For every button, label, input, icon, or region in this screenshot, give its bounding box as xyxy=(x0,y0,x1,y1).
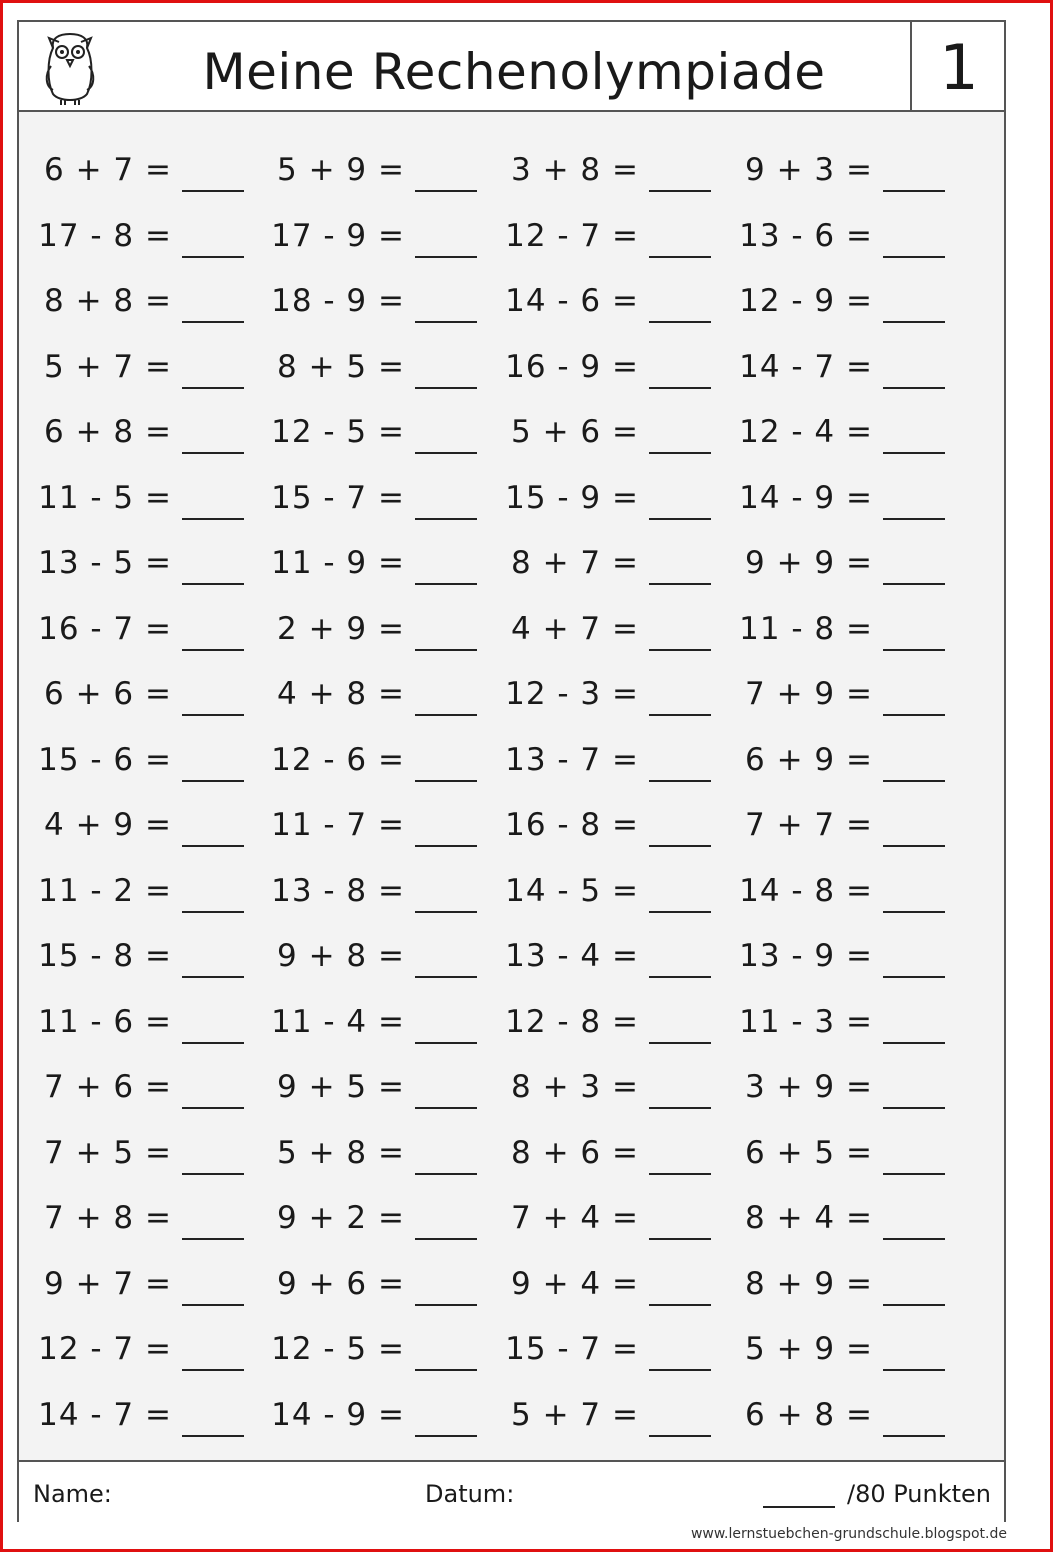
task-expression: 9 + 8 = xyxy=(277,938,405,974)
task-expression: 12 - 7 = xyxy=(38,1331,172,1367)
task-expression: 5 + 8 = xyxy=(277,1134,405,1171)
score-answer-line[interactable] xyxy=(763,1506,835,1508)
task-expression: 14 - 6 = xyxy=(505,283,639,319)
task-expression: 11 - 6 = xyxy=(38,1003,172,1040)
task-expression: 14 - 9 = xyxy=(739,479,873,516)
task-row xyxy=(19,462,1004,528)
task-item xyxy=(38,855,244,921)
task-expression: 12 - 6 = xyxy=(271,741,405,778)
task-item xyxy=(271,265,477,331)
task-expression: 13 - 4 = xyxy=(505,938,639,974)
footer xyxy=(19,1460,1004,1522)
task-expression: 15 - 9 = xyxy=(505,479,639,516)
date-label: Datum: xyxy=(425,1480,515,1508)
answer-line[interactable] xyxy=(415,714,477,716)
task-expression: 8 + 8 = xyxy=(44,283,172,319)
answer-line[interactable] xyxy=(415,387,477,389)
answer-line[interactable] xyxy=(415,976,477,978)
task-item xyxy=(739,920,945,986)
task-item xyxy=(271,855,477,921)
header xyxy=(19,22,1004,112)
answer-line[interactable] xyxy=(415,1173,477,1175)
task-item xyxy=(271,1313,477,1379)
answer-line[interactable] xyxy=(883,1173,945,1175)
task-expression: 11 - 7 = xyxy=(271,807,405,843)
task-row xyxy=(19,200,1004,266)
task-row xyxy=(19,658,1004,724)
task-expression: 7 + 9 = xyxy=(745,676,873,712)
task-expression: 7 + 5 = xyxy=(44,1134,172,1171)
task-expression: 11 - 3 = xyxy=(739,1003,873,1040)
answer-line[interactable] xyxy=(883,1435,945,1437)
answer-line[interactable] xyxy=(415,1435,477,1437)
task-expression: 17 - 8 = xyxy=(38,217,172,254)
task-item xyxy=(271,527,477,593)
answer-line[interactable] xyxy=(883,387,945,389)
task-item xyxy=(505,789,711,855)
answer-line[interactable] xyxy=(182,1173,244,1175)
task-expression: 15 - 6 = xyxy=(38,741,172,778)
answer-line[interactable] xyxy=(649,452,711,454)
task-item xyxy=(505,658,711,724)
task-expression: 12 - 5 = xyxy=(271,1331,405,1367)
task-item xyxy=(745,658,945,724)
task-expression: 3 + 9 = xyxy=(745,1069,873,1105)
task-item xyxy=(271,396,477,462)
task-row xyxy=(19,855,1004,921)
task-item xyxy=(511,134,711,200)
task-item xyxy=(511,1248,711,1314)
answer-line[interactable] xyxy=(649,780,711,782)
answer-line[interactable] xyxy=(883,1369,945,1371)
answer-line[interactable] xyxy=(649,256,711,258)
answer-line[interactable] xyxy=(883,518,945,520)
task-item xyxy=(739,462,945,528)
task-expression: 16 - 9 = xyxy=(505,348,639,385)
answer-line[interactable] xyxy=(182,1042,244,1044)
task-item xyxy=(505,331,711,397)
task-expression: 11 - 4 = xyxy=(271,1003,405,1040)
task-item xyxy=(745,724,945,790)
task-row xyxy=(19,1117,1004,1183)
answer-line[interactable] xyxy=(883,583,945,585)
answer-line[interactable] xyxy=(649,976,711,978)
task-item xyxy=(745,1117,945,1183)
task-item xyxy=(277,1182,477,1248)
task-item xyxy=(511,1182,711,1248)
answer-line[interactable] xyxy=(415,583,477,585)
answer-line[interactable] xyxy=(415,845,477,847)
task-expression: 8 + 4 = xyxy=(745,1200,873,1236)
answer-line[interactable] xyxy=(415,911,477,913)
task-expression: 6 + 8 = xyxy=(44,414,172,450)
task-item xyxy=(739,986,945,1052)
task-item xyxy=(38,200,244,266)
task-item xyxy=(44,265,244,331)
sheet-number: 1 xyxy=(910,22,1006,110)
task-row xyxy=(19,593,1004,659)
owl-icon xyxy=(41,30,99,106)
task-item xyxy=(505,200,711,266)
task-row xyxy=(19,986,1004,1052)
answer-line[interactable] xyxy=(883,1107,945,1109)
task-row xyxy=(19,920,1004,986)
task-row xyxy=(19,1182,1004,1248)
answer-line[interactable] xyxy=(415,321,477,323)
answer-line[interactable] xyxy=(182,452,244,454)
task-item xyxy=(44,396,244,462)
task-item xyxy=(271,200,477,266)
answer-line[interactable] xyxy=(415,518,477,520)
task-item xyxy=(44,331,244,397)
task-item xyxy=(739,265,945,331)
task-item xyxy=(739,331,945,397)
task-item xyxy=(38,527,244,593)
answer-line[interactable] xyxy=(182,1304,244,1306)
answer-line[interactable] xyxy=(649,1173,711,1175)
task-expression: 9 + 7 = xyxy=(44,1265,172,1302)
task-expression: 7 + 6 = xyxy=(44,1069,172,1105)
task-expression: 5 + 6 = xyxy=(511,414,639,450)
task-expression: 13 - 7 = xyxy=(505,741,639,778)
answer-line[interactable] xyxy=(182,845,244,847)
task-item xyxy=(745,134,945,200)
answer-line[interactable] xyxy=(182,780,244,782)
answer-line[interactable] xyxy=(415,1304,477,1306)
task-expression: 16 - 8 = xyxy=(505,807,639,843)
answer-line[interactable] xyxy=(883,1042,945,1044)
task-item xyxy=(511,527,711,593)
task-item xyxy=(44,658,244,724)
task-item xyxy=(745,527,945,593)
task-item xyxy=(38,1379,244,1445)
task-item xyxy=(277,658,477,724)
task-expression: 4 + 9 = xyxy=(44,807,172,843)
answer-line[interactable] xyxy=(182,1435,244,1437)
answer-line[interactable] xyxy=(649,649,711,651)
task-expression: 5 + 9 = xyxy=(277,152,405,188)
task-row xyxy=(19,331,1004,397)
task-item xyxy=(38,986,244,1052)
task-expression: 6 + 6 = xyxy=(44,676,172,712)
name-label: Name: xyxy=(33,1480,112,1508)
answer-line[interactable] xyxy=(415,1238,477,1240)
answer-line[interactable] xyxy=(415,780,477,782)
task-item xyxy=(745,1248,945,1314)
task-item xyxy=(44,134,244,200)
task-item xyxy=(745,1379,945,1445)
task-item xyxy=(745,1182,945,1248)
task-item xyxy=(739,593,945,659)
score-label: /80 Punkten xyxy=(847,1480,992,1508)
answer-line[interactable] xyxy=(649,1238,711,1240)
task-item xyxy=(38,724,244,790)
page-title: Meine Rechenolympiade xyxy=(202,43,826,101)
task-item xyxy=(505,986,711,1052)
answer-line[interactable] xyxy=(182,976,244,978)
task-item xyxy=(277,1051,477,1117)
task-expression: 12 - 9 = xyxy=(739,283,873,319)
answer-line[interactable] xyxy=(182,714,244,716)
task-expression: 12 - 8 = xyxy=(505,1003,639,1040)
answer-line[interactable] xyxy=(415,452,477,454)
task-item xyxy=(271,789,477,855)
answer-line[interactable] xyxy=(182,1107,244,1109)
task-item xyxy=(277,331,477,397)
task-item xyxy=(505,265,711,331)
answer-line[interactable] xyxy=(415,1107,477,1109)
task-item xyxy=(505,724,711,790)
task-expression: 13 - 6 = xyxy=(739,217,873,254)
task-expression: 13 - 8 = xyxy=(271,872,405,909)
answer-line[interactable] xyxy=(182,1369,244,1371)
task-item xyxy=(38,1313,244,1379)
task-row xyxy=(19,1248,1004,1314)
task-expression: 2 + 9 = xyxy=(277,610,405,647)
answer-line[interactable] xyxy=(182,583,244,585)
task-expression: 11 - 8 = xyxy=(739,610,873,647)
answer-line[interactable] xyxy=(649,714,711,716)
task-row xyxy=(19,265,1004,331)
task-item xyxy=(511,396,711,462)
task-item xyxy=(745,789,945,855)
task-item xyxy=(38,920,244,986)
task-expression: 14 - 7 = xyxy=(739,348,873,385)
task-item xyxy=(277,1248,477,1314)
task-expression: 6 + 9 = xyxy=(745,741,873,778)
answer-line[interactable] xyxy=(182,190,244,192)
answer-line[interactable] xyxy=(883,1238,945,1240)
task-row xyxy=(19,789,1004,855)
answer-line[interactable] xyxy=(649,1304,711,1306)
task-expression: 6 + 8 = xyxy=(745,1396,873,1433)
task-row xyxy=(19,1379,1004,1445)
task-expression: 9 + 2 = xyxy=(277,1200,405,1236)
answer-line[interactable] xyxy=(883,649,945,651)
task-item xyxy=(511,593,711,659)
task-item xyxy=(277,920,477,986)
answer-line[interactable] xyxy=(883,911,945,913)
answer-line[interactable] xyxy=(883,976,945,978)
task-expression: 13 - 5 = xyxy=(38,545,172,581)
task-item xyxy=(739,855,945,921)
answer-line[interactable] xyxy=(883,845,945,847)
answer-line[interactable] xyxy=(649,911,711,913)
task-expression: 9 + 4 = xyxy=(511,1265,639,1302)
answer-line[interactable] xyxy=(883,714,945,716)
worksheet xyxy=(17,20,1006,1522)
task-row xyxy=(19,1051,1004,1117)
task-item xyxy=(271,462,477,528)
task-expression: 17 - 9 = xyxy=(271,217,405,254)
task-expression: 14 - 7 = xyxy=(38,1396,172,1433)
task-item xyxy=(271,986,477,1052)
answer-line[interactable] xyxy=(182,387,244,389)
task-expression: 8 + 5 = xyxy=(277,348,405,385)
task-expression: 6 + 7 = xyxy=(44,152,172,188)
task-expression: 6 + 5 = xyxy=(745,1134,873,1171)
task-expression: 7 + 4 = xyxy=(511,1200,639,1236)
answer-line[interactable] xyxy=(182,911,244,913)
task-item xyxy=(271,724,477,790)
task-row xyxy=(19,1313,1004,1379)
answer-line[interactable] xyxy=(649,1369,711,1371)
answer-line[interactable] xyxy=(415,1369,477,1371)
task-expression: 18 - 9 = xyxy=(271,283,405,319)
answer-line[interactable] xyxy=(883,190,945,192)
answer-line[interactable] xyxy=(883,321,945,323)
task-item xyxy=(44,1182,244,1248)
task-expression: 12 - 5 = xyxy=(271,414,405,450)
task-item xyxy=(44,1051,244,1117)
task-item xyxy=(44,1117,244,1183)
answer-line[interactable] xyxy=(415,1042,477,1044)
answer-line[interactable] xyxy=(182,518,244,520)
task-item xyxy=(277,134,477,200)
task-item xyxy=(505,855,711,921)
task-expression: 8 + 9 = xyxy=(745,1265,873,1302)
task-item xyxy=(505,462,711,528)
task-expression: 15 - 7 = xyxy=(271,479,405,516)
task-expression: 3 + 8 = xyxy=(511,152,639,188)
task-item xyxy=(38,462,244,528)
task-item xyxy=(505,920,711,986)
task-expression: 13 - 9 = xyxy=(739,938,873,974)
task-row xyxy=(19,134,1004,200)
answer-line[interactable] xyxy=(883,1304,945,1306)
answer-line[interactable] xyxy=(649,1042,711,1044)
task-item xyxy=(745,1313,945,1379)
answer-line[interactable] xyxy=(182,256,244,258)
task-expression: 8 + 7 = xyxy=(511,545,639,581)
answer-line[interactable] xyxy=(649,1435,711,1437)
answer-line[interactable] xyxy=(649,190,711,192)
task-row xyxy=(19,724,1004,790)
answer-line[interactable] xyxy=(415,256,477,258)
task-row xyxy=(19,396,1004,462)
task-expression: 14 - 5 = xyxy=(505,872,639,909)
task-expression: 9 + 9 = xyxy=(745,545,873,581)
answer-line[interactable] xyxy=(649,583,711,585)
task-expression: 9 + 6 = xyxy=(277,1265,405,1302)
task-item xyxy=(44,1248,244,1314)
task-expression: 14 - 9 = xyxy=(271,1396,405,1433)
task-expression: 11 - 5 = xyxy=(38,479,172,516)
task-item xyxy=(511,1379,711,1445)
task-row xyxy=(19,527,1004,593)
task-expression: 11 - 9 = xyxy=(271,545,405,581)
task-item xyxy=(505,1313,711,1379)
task-item xyxy=(739,396,945,462)
task-expression: 5 + 7 = xyxy=(511,1396,639,1433)
task-expression: 15 - 8 = xyxy=(38,938,172,974)
task-expression: 4 + 7 = xyxy=(511,610,639,647)
answer-line[interactable] xyxy=(649,1107,711,1109)
task-expression: 11 - 2 = xyxy=(38,872,172,909)
task-expression: 7 + 7 = xyxy=(745,807,873,843)
answer-line[interactable] xyxy=(883,780,945,782)
task-expression: 16 - 7 = xyxy=(38,610,172,647)
answer-line[interactable] xyxy=(415,190,477,192)
task-expression: 15 - 7 = xyxy=(505,1331,639,1367)
task-item xyxy=(271,1379,477,1445)
task-item xyxy=(38,593,244,659)
task-item xyxy=(511,1117,711,1183)
task-expression: 12 - 4 = xyxy=(739,414,873,450)
task-expression: 7 + 8 = xyxy=(44,1200,172,1236)
answer-line[interactable] xyxy=(649,845,711,847)
answer-line[interactable] xyxy=(649,518,711,520)
task-item xyxy=(511,1051,711,1117)
task-item xyxy=(745,1051,945,1117)
task-expression: 8 + 3 = xyxy=(511,1069,639,1105)
task-item xyxy=(739,200,945,266)
answer-line[interactable] xyxy=(182,1238,244,1240)
answer-line[interactable] xyxy=(182,321,244,323)
task-expression: 9 + 5 = xyxy=(277,1069,405,1105)
task-item xyxy=(44,789,244,855)
answer-line[interactable] xyxy=(883,452,945,454)
task-expression: 5 + 9 = xyxy=(745,1331,873,1367)
task-expression: 12 - 7 = xyxy=(505,217,639,254)
task-item xyxy=(277,593,477,659)
task-expression: 9 + 3 = xyxy=(745,152,873,188)
task-expression: 14 - 8 = xyxy=(739,872,873,909)
answer-line[interactable] xyxy=(415,649,477,651)
task-expression: 8 + 6 = xyxy=(511,1134,639,1171)
answer-line[interactable] xyxy=(649,387,711,389)
answer-line[interactable] xyxy=(883,256,945,258)
task-expression: 5 + 7 = xyxy=(44,348,172,385)
task-item xyxy=(277,1117,477,1183)
answer-line[interactable] xyxy=(182,649,244,651)
task-expression: 12 - 3 = xyxy=(505,676,639,712)
task-expression: 4 + 8 = xyxy=(277,676,405,712)
answer-line[interactable] xyxy=(649,321,711,323)
website-url: www.lernstuebchen-grundschule.blogspot.de xyxy=(690,1526,1007,1542)
